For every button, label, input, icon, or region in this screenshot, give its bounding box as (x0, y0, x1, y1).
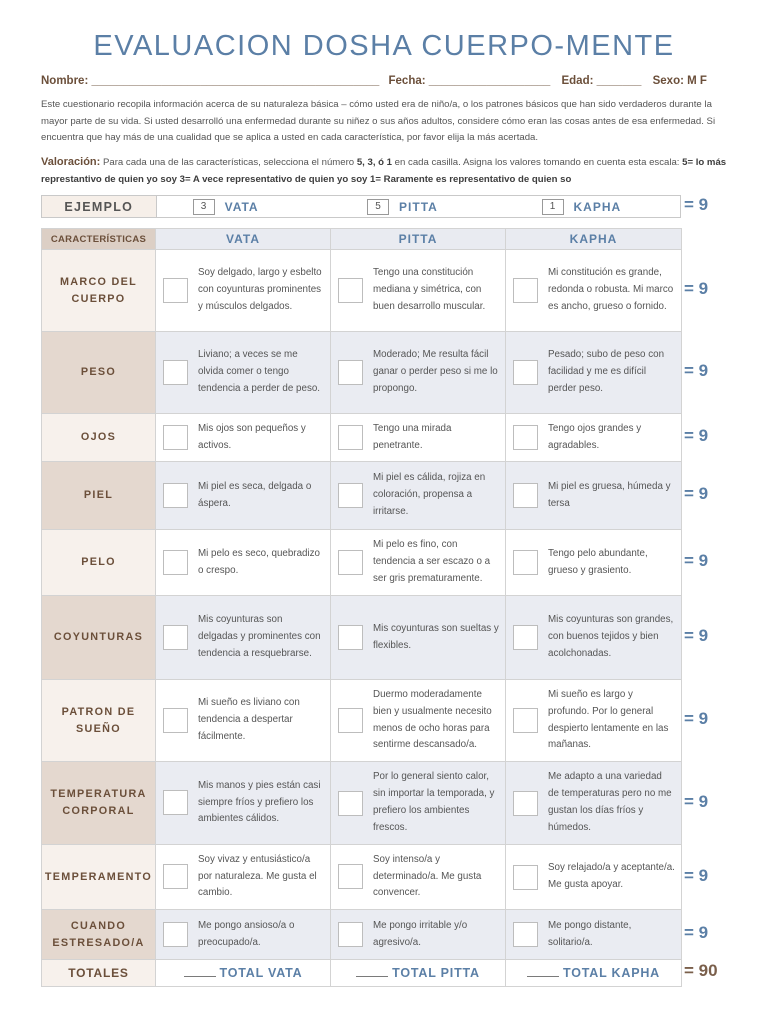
rating-text-1: Para cada una de las características, selecciona el número (100, 157, 357, 168)
row-sum: = 9 (684, 551, 709, 570)
vata-option-cell (156, 250, 331, 332)
total-pitta-cell[interactable] (331, 960, 506, 987)
kapha-option-cell (506, 332, 682, 414)
header-characteristics: CARACTERÍSTICAS (42, 229, 156, 250)
row-sum: = 9 (684, 865, 709, 885)
pitta-score-box[interactable] (338, 360, 363, 385)
kapha-option-cell (506, 845, 682, 910)
vata-option-text: Mi pelo es seco, quebradizo o crespo. (198, 547, 320, 576)
vata-score-box[interactable] (163, 864, 188, 889)
pitta-option-text: Tengo una mirada penetrante. (373, 422, 452, 451)
vata-option-cell (156, 596, 331, 680)
kapha-score-box[interactable] (513, 550, 538, 575)
pitta-option-text: Me pongo irritable y/o agresivo/a. (373, 919, 468, 948)
kapha-option-text: Mi piel es gruesa, húmeda y tersa (548, 480, 671, 509)
characteristic-row (42, 414, 682, 462)
vata-option-cell (156, 680, 331, 762)
characteristic-label: COYUNTURAS (42, 596, 156, 680)
pitta-option-text: Moderado; Me resulta fácil ganar o perder peso si me lo propongo. (373, 349, 498, 394)
characteristic-row (42, 530, 682, 596)
kapha-option-text: Tengo pelo abundante, grueso y grasiento. (548, 547, 648, 576)
kapha-option-text: Pesado; subo de peso con facilidad y me es difícil perder peso. (548, 349, 665, 394)
pitta-score-box[interactable] (338, 625, 363, 650)
pitta-score-box[interactable] (338, 864, 363, 889)
kapha-score-box[interactable] (513, 425, 538, 450)
kapha-option-text: Mi constitución es grande, redonda o robusta. Mi marco es ancho, grueso o fornido. (548, 267, 674, 312)
header-vata: VATA (156, 229, 331, 250)
kapha-option-cell (506, 762, 682, 845)
pitta-score-box[interactable] (338, 278, 363, 303)
example-pitta-label: PITTA (399, 199, 438, 214)
example-pitta-box: 5 (367, 199, 389, 215)
kapha-score-box[interactable] (513, 483, 538, 508)
kapha-option-cell (506, 462, 682, 530)
pitta-option-cell (331, 596, 506, 680)
pitta-option-text: Duermo moderadamente bien y usualmente necesito menos de ocho horas para sentirme descansado/a. (373, 688, 492, 751)
total-kapha-label: TOTAL KAPHA (563, 966, 660, 980)
row-sum: = 9 (684, 426, 709, 445)
dosha-table (41, 228, 682, 987)
rating-instructions (41, 154, 729, 188)
kapha-score-box[interactable] (513, 865, 538, 890)
characteristic-row (42, 845, 682, 910)
pitta-option-cell (331, 414, 506, 462)
kapha-option-text: Mi sueño es largo y profundo. Por lo general despierto lentamente en las mañanas. (548, 688, 669, 751)
characteristic-label: CUANDO ESTRESADO/A (42, 910, 156, 960)
pitta-option-cell (331, 462, 506, 530)
example-vata (157, 196, 331, 217)
row-sum: = 9 (684, 923, 709, 942)
kapha-option-cell (506, 910, 682, 960)
kapha-option-text: Soy relajado/a y aceptante/a. Me gusta apoyar. (548, 862, 675, 890)
pitta-option-text: Mis coyunturas son sueltas y flexibles. (373, 622, 499, 651)
example-vata-box: 3 (193, 199, 215, 215)
characteristic-row (42, 332, 682, 414)
vata-option-text: Me pongo ansioso/a o preocupado/a. (198, 919, 295, 948)
pitta-option-cell (331, 530, 506, 596)
vata-score-box[interactable] (163, 922, 188, 947)
form-fields (41, 75, 731, 87)
example-vata-label: VATA (224, 199, 259, 214)
total-vata-label: TOTAL VATA (219, 966, 303, 980)
example-kapha-label: KAPHA (573, 199, 622, 214)
vata-option-text: Mi sueño es liviano con tendencia a despertar fácilmente. (198, 697, 300, 742)
age-field[interactable]: Edad: _______ (561, 75, 642, 87)
pitta-score-box[interactable] (338, 791, 363, 816)
vata-score-box[interactable] (163, 625, 188, 650)
kapha-option-cell (506, 680, 682, 762)
kapha-score-box[interactable] (513, 922, 538, 947)
row-sum: = 9 (684, 626, 709, 645)
characteristic-label: PESO (42, 332, 156, 414)
kapha-score-box[interactable] (513, 708, 538, 733)
row-sum: = 9 (684, 279, 709, 298)
total-blank-line (356, 966, 388, 977)
name-field[interactable]: Nombre: _____________________________________________ (41, 75, 380, 87)
example-kapha (506, 196, 680, 217)
vata-score-box[interactable] (163, 425, 188, 450)
vata-option-text: Liviano; a veces se me olvida comer o tengo tendencia a perder de peso. (198, 349, 321, 394)
characteristic-row (42, 596, 682, 680)
vata-option-text: Soy delgado, largo y esbelto con coyunturas prominentes y músculos delgados. (198, 267, 322, 312)
characteristic-label: TEMPERATURA CORPORAL (42, 762, 156, 845)
vata-option-cell (156, 530, 331, 596)
vata-option-cell (156, 332, 331, 414)
characteristic-label: OJOS (42, 414, 156, 462)
pitta-score-box[interactable] (338, 708, 363, 733)
pitta-option-text: Tengo una constitución mediana y simétrica, con buen desarrollo muscular. (373, 267, 486, 312)
characteristic-label: TEMPERAMENTO (42, 845, 156, 910)
rating-numbers: 5, 3, ó 1 (356, 157, 393, 168)
example-sum: = 9 (684, 195, 709, 214)
vata-option-text: Soy vivaz y entusiástico/a por naturaleza. Me gusta el cambio. (198, 853, 317, 899)
row-sum: = 9 (684, 484, 709, 503)
kapha-option-text: Tengo ojos grandes y agradables. (548, 422, 642, 451)
pitta-option-cell (331, 910, 506, 960)
characteristic-row (42, 762, 682, 845)
vata-option-text: Mis manos y pies están casi siempre fríos y prefiero los ambientes cálidos. (198, 779, 321, 825)
page-title: EVALUACION DOSHA CUERPO-MENTE (93, 30, 675, 62)
vata-option-cell (156, 762, 331, 845)
total-pitta-label: TOTAL PITTA (392, 966, 480, 980)
header-pitta: PITTA (331, 229, 506, 250)
example-kapha-box: 1 (542, 199, 564, 215)
pitta-option-text: Por lo general siento calor, sin importar la temporada, y prefiero los ambientes frescos. (373, 771, 495, 833)
vata-option-text: Mis coyunturas son delgadas y prominentes con tendencia a resquebrarse. (198, 614, 321, 659)
row-sum: = 9 (684, 791, 709, 811)
characteristic-label: PELO (42, 530, 156, 596)
vata-option-cell (156, 414, 331, 462)
kapha-option-text: Me adapto a una variedad de temperaturas pero no me gustan los días fríos y húmedos. (548, 771, 672, 833)
kapha-option-text: Me pongo distante, solitario/a. (548, 919, 632, 948)
vata-option-cell (156, 845, 331, 910)
sex-field[interactable]: Sexo: M F (652, 75, 707, 87)
characteristic-row (42, 462, 682, 530)
kapha-option-cell (506, 414, 682, 462)
rating-text-2: en cada casilla. Asigna los valores tomando en cuenta esta escala: (392, 157, 683, 168)
header-kapha: KAPHA (506, 229, 682, 250)
pitta-option-cell (331, 250, 506, 332)
vata-score-box[interactable] (163, 790, 188, 815)
pitta-option-cell (331, 762, 506, 845)
total-vata-cell[interactable] (156, 960, 331, 987)
pitta-option-cell (331, 332, 506, 414)
vata-score-box[interactable] (163, 483, 188, 508)
characteristic-row (42, 250, 682, 332)
example-pitta (331, 196, 505, 217)
row-sum: = 9 (684, 361, 709, 380)
vata-option-text: Mis ojos son pequeños y activos. (198, 422, 306, 451)
rating-scale: 5= lo más represtantivo de quien yo soy 3= A vece representativo de quien yo soy 1= Raramente es representativo de quien so (41, 157, 727, 185)
pitta-option-text: Mi pelo es fino, con tendencia a ser escazo o a ser gris prematuramente. (373, 539, 491, 584)
pitta-score-box[interactable] (338, 922, 363, 947)
pitta-score-box[interactable] (338, 425, 363, 450)
characteristic-label: PATRON DE SUEÑO (42, 680, 156, 762)
total-kapha-cell[interactable] (506, 960, 682, 987)
date-field[interactable]: Fecha: ___________________ (388, 75, 551, 87)
kapha-score-box[interactable] (513, 360, 538, 385)
pitta-option-cell (331, 845, 506, 910)
vata-score-box[interactable] (163, 278, 188, 303)
pitta-option-text: Mi piel es cálida, rojiza en coloración, propensa a irritarse. (373, 472, 486, 517)
rating-label: Valoración: (41, 156, 101, 168)
totals-label: TOTALES (42, 960, 156, 987)
characteristic-row (42, 680, 682, 762)
total-blank-line (527, 966, 559, 977)
pitta-score-box[interactable] (338, 483, 363, 508)
pitta-option-text: Soy intenso/a y determinado/a. Me gusta convencer. (373, 853, 482, 899)
grand-total-sum: = 90 (684, 961, 718, 980)
kapha-option-text: Mis coyunturas son grandes, con buenos tejidos y bien acolchonadas. (548, 614, 674, 659)
example-label: EJEMPLO (42, 196, 157, 217)
kapha-option-cell (506, 530, 682, 596)
kapha-option-cell (506, 250, 682, 332)
characteristic-label: PIEL (42, 462, 156, 530)
total-blank-line (184, 966, 216, 977)
vata-score-box[interactable] (163, 550, 188, 575)
kapha-score-box[interactable] (513, 278, 538, 303)
kapha-score-box[interactable] (513, 625, 538, 650)
characteristic-label: MARCO DEL CUERPO (42, 250, 156, 332)
kapha-option-cell (506, 596, 682, 680)
characteristic-row (42, 910, 682, 960)
vata-score-box[interactable] (163, 360, 188, 385)
example-row (41, 195, 681, 218)
row-sum: = 9 (684, 709, 709, 728)
pitta-score-box[interactable] (338, 550, 363, 575)
vata-option-text: Mi piel es seca, delgada o áspera. (198, 480, 312, 509)
totals-row (42, 960, 682, 987)
kapha-score-box[interactable] (513, 791, 538, 816)
intro-text: Este cuestionario recopila información acerca de su naturaleza básica – cómo usted era de niño/a, o los patrones básicos que han sido verdaderos durante la mayor parte de su vida. Si usted desarrolló una enfermedad durante su niñez o sus años adultos, considere cómo eran las cosas antes de esa enfermedad. Si encuentra que hay más de una cualidad que se aplica a usted en cada característica, por favor elija la más acertada. (41, 99, 716, 143)
vata-option-cell (156, 910, 331, 960)
pitta-option-cell (331, 680, 506, 762)
vata-score-box[interactable] (163, 708, 188, 733)
vata-option-cell (156, 462, 331, 530)
